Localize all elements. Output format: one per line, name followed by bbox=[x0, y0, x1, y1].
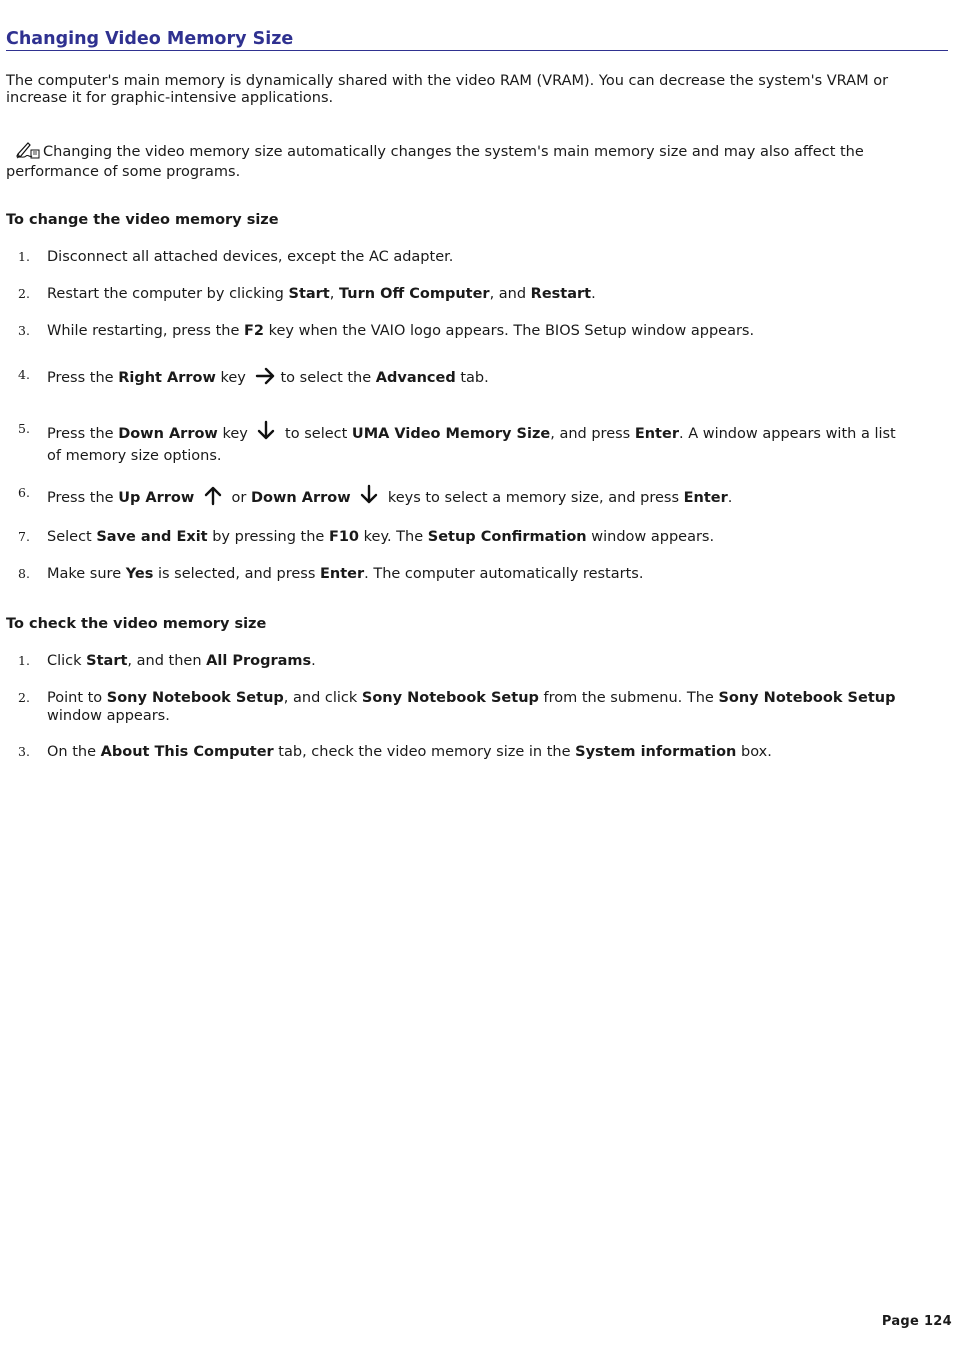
check-section-heading: To check the video memory size bbox=[6, 616, 267, 632]
bold-term: About This Computer bbox=[100, 744, 274, 760]
step-text-run: , and then bbox=[127, 653, 207, 669]
bold-term: Start bbox=[288, 286, 330, 302]
bold-term: Down Arrow bbox=[118, 426, 218, 442]
change-section-heading: To change the video memory size bbox=[6, 212, 279, 228]
step-text-run: or bbox=[226, 490, 251, 506]
bold-term: Setup Confirmation bbox=[427, 529, 587, 545]
step-text-run: key when the VAIO logo appears. The BIOS Setup window appears. bbox=[263, 323, 755, 339]
step-text-run: , and click bbox=[283, 690, 362, 706]
step-text-run: key bbox=[217, 426, 253, 442]
page-number: Page 124 bbox=[881, 1314, 952, 1329]
right-arrow-icon bbox=[255, 366, 277, 391]
step-text-run: . A window appears with a list of memory size options. bbox=[47, 426, 896, 464]
step-text-run: Restart the computer by clicking bbox=[47, 286, 289, 302]
up-arrow-icon bbox=[203, 484, 223, 511]
step-text bbox=[47, 743, 907, 761]
step-text-run: Make sure bbox=[47, 566, 126, 582]
step-number: 4. bbox=[18, 367, 30, 382]
intro-line-2: increase it for graphic-intensive applications. bbox=[6, 90, 334, 106]
bold-term: Up Arrow bbox=[118, 490, 195, 506]
step-number: 7. bbox=[18, 529, 30, 544]
intro-line-1: The computer's main memory is dynamically shared with the video RAM (VRAM). You can decrease the system's VRAM or bbox=[6, 73, 889, 89]
step-text-run: window appears. bbox=[47, 708, 170, 724]
step-text bbox=[47, 528, 907, 546]
down-arrow-icon bbox=[359, 484, 379, 511]
note-line-2: performance of some programs. bbox=[6, 164, 241, 180]
step-text bbox=[47, 366, 907, 391]
step-text-run: Point to bbox=[47, 690, 107, 706]
step-text-run: to select the bbox=[280, 370, 376, 386]
step-text-run: . The computer automatically restarts. bbox=[364, 566, 644, 582]
step-number: 1. bbox=[18, 653, 30, 668]
bold-term: F2 bbox=[243, 323, 264, 339]
step-text-run bbox=[194, 490, 199, 506]
step-number: 8. bbox=[18, 566, 30, 581]
step-text-run: Press the bbox=[47, 490, 119, 506]
step-text-run: box. bbox=[736, 744, 772, 760]
step-text-run: tab, check the video memory size in the bbox=[273, 744, 576, 760]
step-number: 3. bbox=[18, 323, 30, 338]
step-text-run: Click bbox=[47, 653, 87, 669]
step-text-run: Select bbox=[47, 529, 97, 545]
bold-term: Restart bbox=[530, 286, 592, 302]
step-text-run: Press the bbox=[47, 370, 119, 386]
bold-term: Right Arrow bbox=[118, 370, 216, 386]
step-text-run: to select bbox=[280, 426, 352, 442]
bold-term: Yes bbox=[125, 566, 154, 582]
bold-term: Sony Notebook Setup bbox=[106, 690, 284, 706]
note-pencil-icon bbox=[16, 142, 40, 164]
step-text-run: On the bbox=[47, 744, 101, 760]
step-text bbox=[47, 689, 907, 725]
bold-term: Down Arrow bbox=[250, 490, 351, 506]
bold-term: Enter bbox=[319, 566, 365, 582]
bold-term: System information bbox=[575, 744, 737, 760]
bold-term: Start bbox=[86, 653, 128, 669]
step-text bbox=[47, 565, 907, 583]
step-number: 1. bbox=[18, 249, 30, 264]
bold-term: Sony Notebook Setup bbox=[718, 690, 896, 706]
step-text-run bbox=[351, 490, 356, 506]
bold-term: All Programs bbox=[206, 653, 312, 669]
step-text-run: by pressing the bbox=[207, 529, 329, 545]
bold-term: F10 bbox=[328, 529, 360, 545]
step-number: 2. bbox=[18, 690, 30, 705]
bold-term: UMA Video Memory Size bbox=[351, 426, 551, 442]
bold-term: Turn Off Computer bbox=[338, 286, 490, 302]
bold-term: Sony Notebook Setup bbox=[361, 690, 539, 706]
step-text-run: , bbox=[329, 286, 339, 302]
down-arrow-icon bbox=[256, 420, 276, 447]
step-text bbox=[47, 420, 907, 465]
page-title: Changing Video Memory Size bbox=[6, 29, 948, 51]
bold-term: Enter bbox=[634, 426, 679, 442]
step-text-run: , and bbox=[489, 286, 531, 302]
step-text-run: , and press bbox=[550, 426, 635, 442]
step-text bbox=[47, 248, 907, 266]
step-text bbox=[47, 322, 907, 340]
step-text-run: is selected, and press bbox=[153, 566, 320, 582]
step-text-run: tab. bbox=[455, 370, 489, 386]
step-text-run: key bbox=[215, 370, 251, 386]
step-text-run: from the submenu. The bbox=[538, 690, 719, 706]
step-number: 3. bbox=[18, 744, 30, 759]
step-text-run: . bbox=[311, 653, 316, 669]
step-text-run: key. The bbox=[359, 529, 428, 545]
step-text bbox=[47, 285, 907, 303]
step-number: 2. bbox=[18, 286, 30, 301]
bold-term: Save and Exit bbox=[96, 529, 208, 545]
step-text-run: While restarting, press the bbox=[47, 323, 244, 339]
step-text-run: keys to select a memory size, and press bbox=[383, 490, 684, 506]
step-text-run: . bbox=[591, 286, 596, 302]
step-text-run: Press the bbox=[47, 426, 119, 442]
step-number: 5. bbox=[18, 421, 30, 436]
step-text bbox=[47, 652, 907, 670]
bold-term: Enter bbox=[683, 490, 728, 506]
intro-paragraph bbox=[6, 73, 926, 107]
note-paragraph bbox=[6, 142, 926, 181]
bold-term: Advanced bbox=[375, 370, 456, 386]
step-text-run: Disconnect all attached devices, except the AC adapter. bbox=[47, 249, 454, 265]
step-text-run: window appears. bbox=[586, 529, 715, 545]
step-text bbox=[47, 484, 907, 511]
step-number: 6. bbox=[18, 485, 30, 500]
note-line-1: Changing the video memory size automatically changes the system's main memory size and may also affect the bbox=[43, 144, 864, 160]
step-text-run: . bbox=[727, 490, 733, 506]
